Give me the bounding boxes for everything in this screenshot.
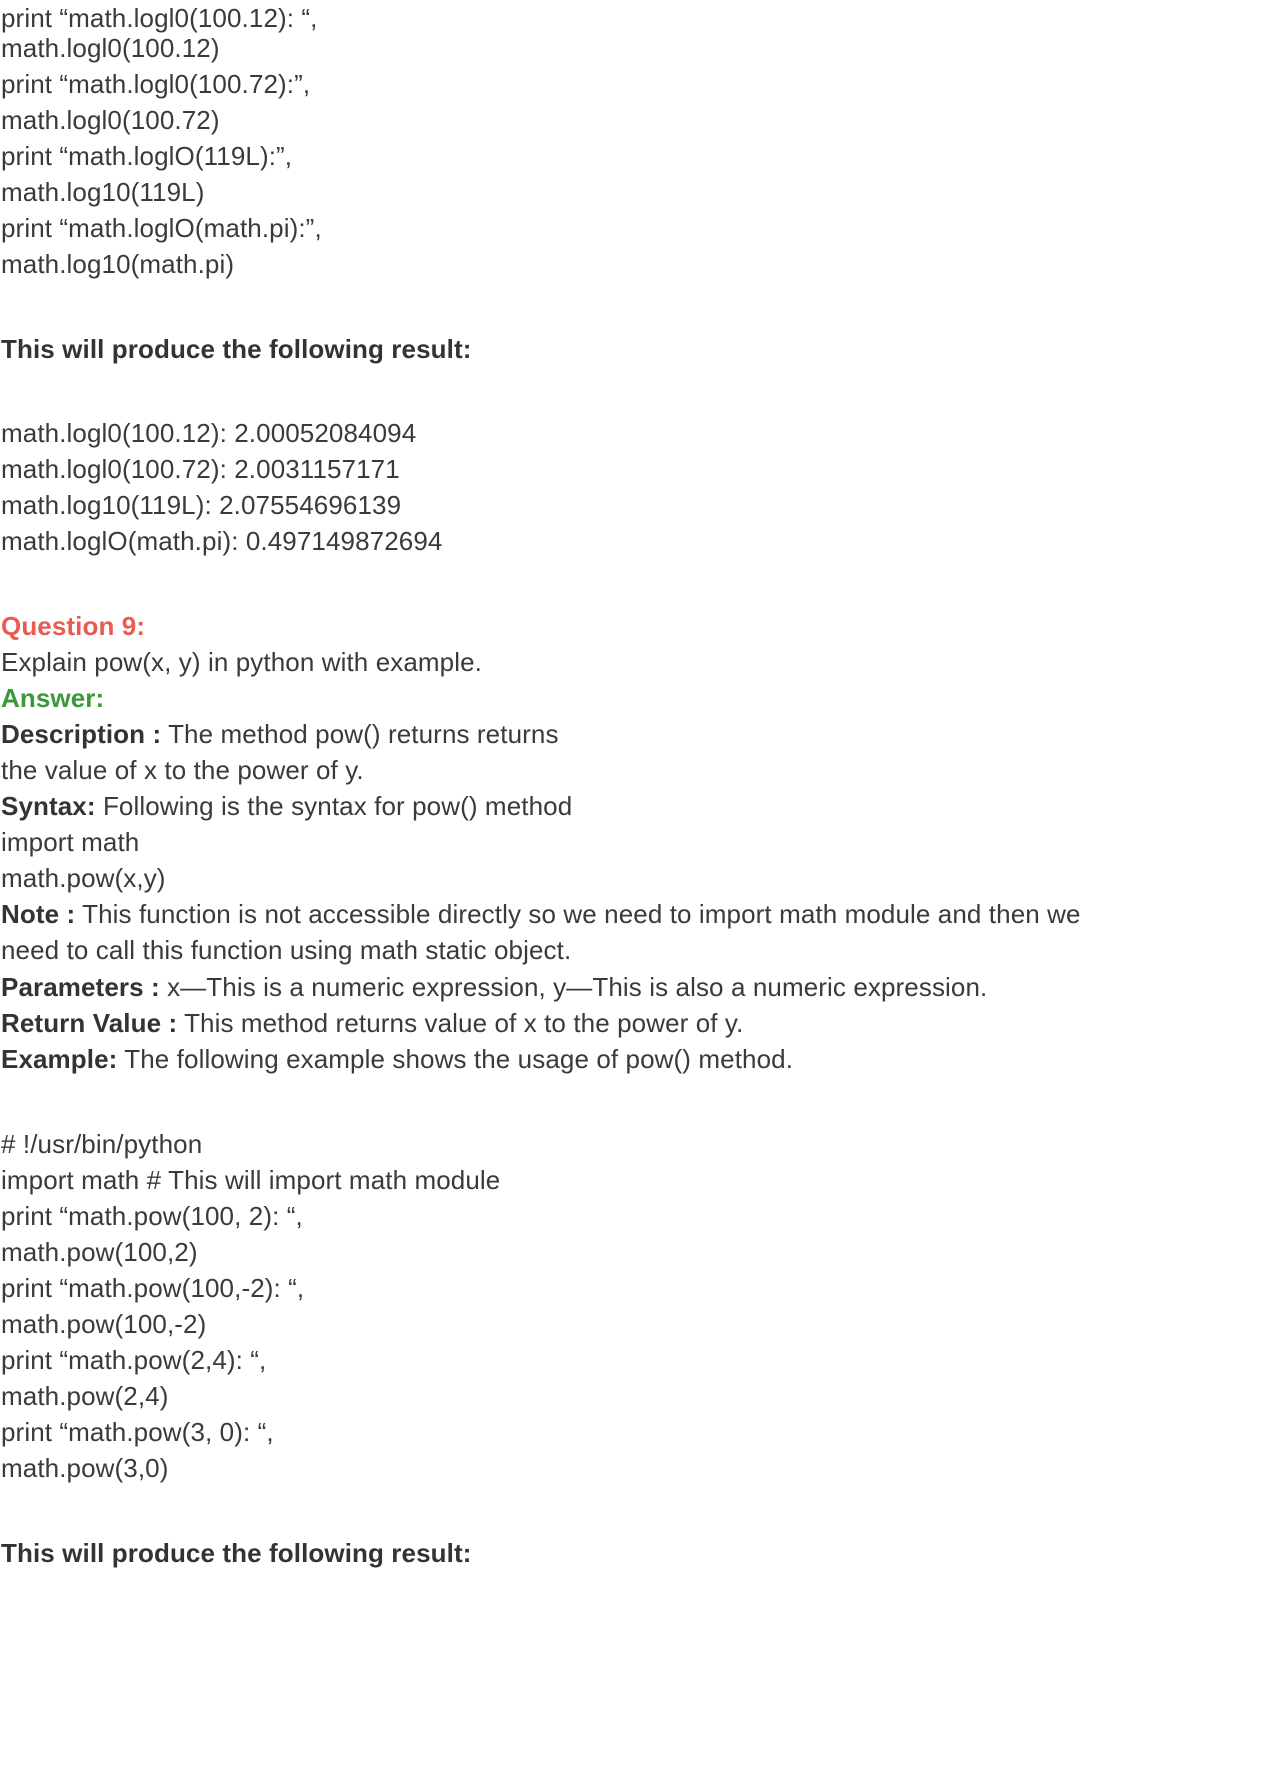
example-label: Example: (1, 1044, 118, 1074)
question-text: Explain pow(x, y) in python with example. (1, 647, 482, 677)
code-line: print “math.loglO(119L):”, (1, 141, 293, 171)
code-line: print “math.pow(2,4): “, (1, 1345, 267, 1375)
result-line: math.log10(119L): 2.07554696139 (1, 490, 402, 520)
result-line: math.loglO(math.pi): 0.497149872694 (1, 526, 443, 556)
return-value-label: Return Value : (1, 1008, 178, 1038)
code-line: print “math.pow(100,-2): “, (1, 1273, 305, 1303)
description-text: The method pow() returns returns (161, 719, 559, 749)
code-line: # !/usr/bin/python (1, 1129, 203, 1159)
code-line: math.logl0(100.12) (1, 33, 220, 63)
return-value-text: This method returns value of x to the power of y. (177, 1008, 744, 1038)
description-label: Description : (1, 719, 162, 749)
syntax-code-line: math.pow(x,y) (1, 863, 166, 893)
code-line: import math # This will import math module (1, 1165, 501, 1195)
code-line: math.pow(100,-2) (1, 1309, 207, 1339)
result-line: math.logl0(100.12): 2.00052084094 (1, 418, 417, 448)
code-line: print “math.pow(3, 0): “, (1, 1417, 274, 1447)
note-line (1, 896, 1081, 932)
example-text: The following example shows the usage of pow() method. (117, 1044, 794, 1074)
code-line: print “math.loglO(math.pi):”, (1, 213, 322, 243)
code-line: math.pow(3,0) (1, 1453, 169, 1483)
code-line: math.log10(119L) (1, 177, 205, 207)
code-line: print “math.logl0(100.72):”, (1, 69, 311, 99)
code-line: print “math.logl0(100.12): “, (1, 3, 318, 33)
answer-label: Answer: (1, 683, 105, 713)
note-text-continued: need to call this function using math static object. (1, 935, 572, 965)
syntax-label: Syntax: (1, 791, 96, 821)
parameters-line (1, 969, 987, 1005)
result-line: math.logl0(100.72): 2.0031157171 (1, 454, 400, 484)
result-heading: This will produce the following result: (1, 334, 472, 364)
question-label: Question 9: (1, 611, 146, 641)
syntax-line (1, 788, 572, 824)
code-line: math.log10(math.pi) (1, 249, 235, 279)
parameters-label: Parameters : (1, 972, 160, 1002)
return-value-line (1, 1005, 743, 1041)
note-label: Note : (1, 899, 76, 929)
code-line: math.pow(2,4) (1, 1381, 169, 1411)
description-text-continued: the value of x to the power of y. (1, 755, 364, 785)
result-heading: This will produce the following result: (1, 1538, 472, 1568)
syntax-code-line: import math (1, 827, 140, 857)
description-line (1, 716, 559, 752)
code-line: math.logl0(100.72) (1, 105, 220, 135)
note-text: This function is not accessible directly so we need to import math module and then we (75, 899, 1081, 929)
code-line: print “math.pow(100, 2): “, (1, 1201, 303, 1231)
syntax-text: Following is the syntax for pow() method (95, 791, 573, 821)
parameters-text: x—This is a numeric expression, y—This is also a numeric expression. (159, 972, 988, 1002)
code-line: math.pow(100,2) (1, 1237, 198, 1267)
example-line (1, 1041, 793, 1077)
